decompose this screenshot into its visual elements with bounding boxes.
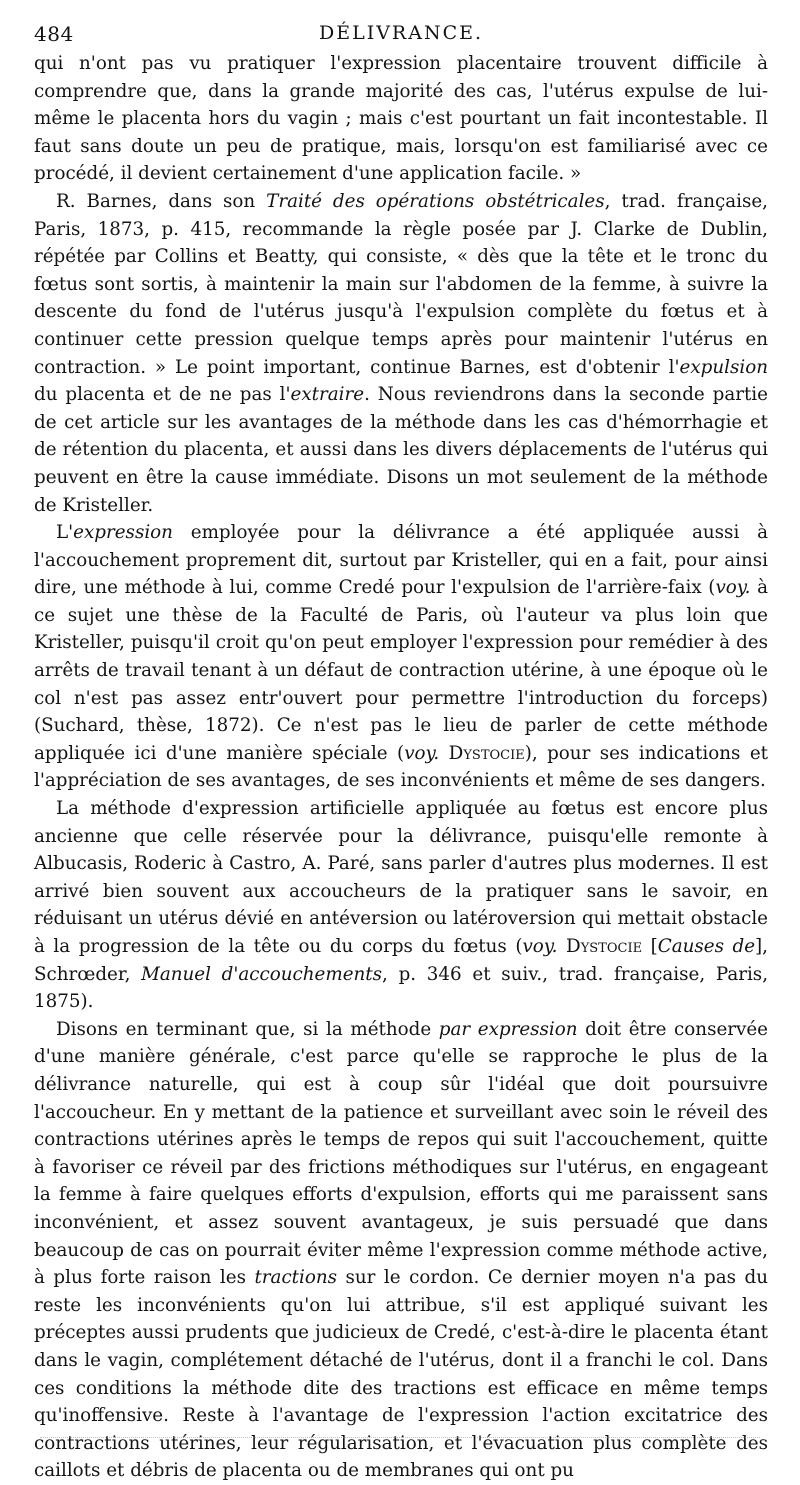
text-run: , trad. française, Paris, 1873, p. 415, recommande la règle posée par J. Clarke de Dublin, répétée par Collins et Beatty, qui consiste, « dès que la tête et le tronc du fœtus sont sortis, à maintenir la main sur l'abdomen de la femme, à suivre la descente du fond de l'utérus jusqu'à l'expulsion complète du fœtus et à continuer cette pression quelque temps après pour maintenir l'utérus en contraction. » Le point important, continue Barnes, est d'obtenir l' xyxy=(34,190,768,378)
text-run: à ce sujet une thèse de la Faculté de Paris, où l'auteur va plus loin que Kristeller, puisqu'il croit qu'on peut employer l'expression pour remédier à des arrêts de travail tenant à un défaut de contraction utérine, à une époque où le col n'est pas assez entr'ouvert pour permettre l'introduction du forceps) (Suchard, thèse, 1872). Ce n'est pas le lieu de parler de cette méthode appliquée ici d'une manière spéciale ( xyxy=(34,577,768,764)
text-run: Dystocie xyxy=(448,742,525,764)
text-run: expression xyxy=(73,522,173,544)
body-text xyxy=(34,50,768,1485)
text-run: sur le cordon. Ce dernier moyen n'a pas du reste les inconvénients qu'on lui attribue, s'il est appliqué suivant les préceptes aussi prudents que judicieux de Credé, c'est-à-dire le placenta étant dans le vagin, complétement détaché de l'utérus, dont il a franchi le col. Dans ces conditions la méthode dite des tractions est efficace en même temps qu'inoffensive. Reste à l'avantage de l'expression l'action excitatrice des contractions utérines, leur régularisation, et l'évacuation plus complète des caillots et débris de placenta ou de membranes qui ont pu xyxy=(34,1267,768,1482)
text-run: ), pour ses indications et l'appréciation de ses avantages, de ses inconvénients et même de ses dangers. xyxy=(34,742,768,792)
text-run: , p. 346 et suiv., trad. française, Paris, 1875). xyxy=(34,963,769,1013)
text-run: voy. xyxy=(404,742,440,764)
paragraph-continuation xyxy=(34,50,768,188)
text-run: du placenta et de ne pas l' xyxy=(34,384,291,406)
paragraph-conclusion xyxy=(34,1016,768,1485)
running-header xyxy=(34,22,768,52)
text-run: voy. xyxy=(715,577,751,599)
text-run: Manuel d'accouchements xyxy=(141,963,383,985)
text-run: R. Barnes, dans son xyxy=(56,190,267,212)
text-run xyxy=(439,743,448,764)
text-run: tractions xyxy=(254,1267,338,1289)
text-run: expulsion xyxy=(679,356,768,378)
text-run: ], Schrœder, xyxy=(34,936,768,985)
text-run: Traité des opérations obstétricales xyxy=(266,190,605,212)
text-run: qui n'ont pas vu pratiquer l'expression placentaire trouvent difficile à comprendre que, dans la grande majorité des cas, l'utérus expulse de lui-même le placenta hors du vagin ; mais c'est pourtant un fait incontestable. Il faut sans doute un peu de pratique, mais, lorsqu'on est familiarisé avec ce procédé, il devient certainement d'une application facile. » xyxy=(34,53,768,185)
text-run xyxy=(558,936,567,957)
text-run: voy. xyxy=(522,936,558,957)
text-run: Disons en terminant que, si la méthode xyxy=(56,1018,439,1040)
text-run: . Nous reviendrons dans la seconde partie de cet article sur les avantages de la méthode dans les cas d'hémorrhagie et de rétention du placenta, et aussi dans les divers déplacements de l'utérus qui peuvent en être la cause immédiate. Disons un mot seulement de la méthode de Kristeller. xyxy=(34,384,768,516)
text-run: extraire xyxy=(290,384,365,406)
text-run: par expression xyxy=(438,1018,578,1040)
text-run: doit être conservée d'une manière générale, c'est parce qu'elle se rapproche le plus de la délivrance naturelle, qui est à coup sûr l'idéal que doit poursuivre l'accoucheur. En y mettant de la patience et surveillant avec soin le réveil des contractions utérines après le temps de repos qui suit l'accouchement, quitte à favoriser ce réveil par des frictions méthodiques sur l'utérus, en engageant la femme à faire quelques efforts d'expulsion, efforts qui me paraissent sans inconvénient, et assez souvent avantageux, je suis persuadé que dans beaucoup de cas on pourrait éviter même l'expression comme méthode active, à plus forte raison les xyxy=(34,1018,768,1289)
paragraph-barnes xyxy=(34,188,768,519)
bottom-scan-noise xyxy=(40,1437,760,1438)
text-run: Causes de xyxy=(657,936,756,957)
paragraph-expression-kristeller xyxy=(34,519,768,795)
text-run: La méthode d'expression artificielle appliquée au fœtus est encore plus ancienne que celle réservée pour la délivrance, puisqu'elle remonte à Albucasis, Roderic à Castro, A. Paré, sans parler d'autres plus modernes. Il est arrivé bien souvent aux accoucheurs de la pratiquer sans le savoir, en réduisant un utérus dévié en antéversion ou latéroversion qui mettait obstacle à la progression de la tête ou du corps du fœtus ( xyxy=(34,798,768,957)
running-title: DÉLIVRANCE. xyxy=(318,22,484,44)
page-number: 484 xyxy=(34,22,74,46)
paragraph-artificial-expression xyxy=(34,795,768,1016)
text-run: L' xyxy=(56,522,74,544)
text-run: Dystocie xyxy=(566,936,643,957)
text-run: [ xyxy=(642,936,658,957)
text-run: employée pour la délivrance a été appliquée aussi à l'accouchement proprement dit, surtout par Kristeller, qui en a fait, pour ainsi dire, une méthode à lui, comme Credé pour l'expulsion de l'arrière-faix ( xyxy=(34,522,768,599)
